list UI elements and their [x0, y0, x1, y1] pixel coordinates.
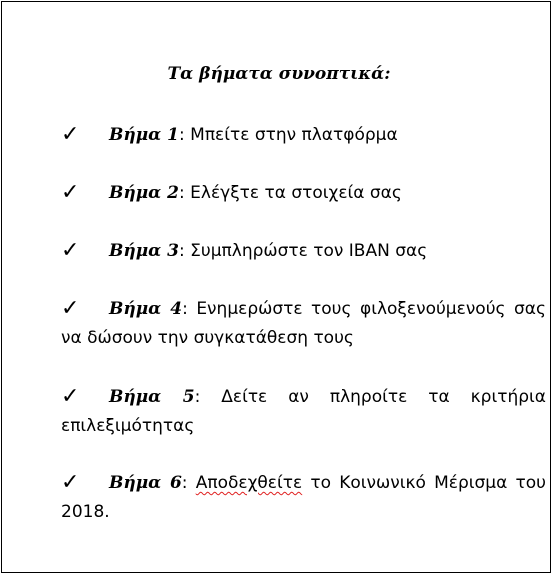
step-2-separator: : [179, 183, 191, 203]
step-3-separator: : [179, 241, 191, 261]
step-2-label: Βήμα 2 [109, 183, 180, 203]
step-6-misspelled-word: Αποδεχθείτε [195, 473, 303, 493]
step-4-text: Ενημερώστε τους φιλοξενούμενούς σας να δώσουν την συγκατάθεση τους [61, 299, 546, 348]
check-icon: ✓ [61, 296, 80, 321]
step-1-separator: : [179, 125, 191, 145]
step-5-label: Βήμα 5 [109, 387, 195, 407]
step-6 [61, 468, 546, 527]
step-4-separator: : [182, 299, 197, 319]
step-5-separator: : [194, 387, 222, 407]
check-icon: ✓ [61, 384, 80, 409]
step-2-text: Ελέγξτε τα στοιχεία σας [190, 183, 402, 203]
step-5-text: Δείτε αν πληροίτε τα κριτήρια επιλεξιμότητας [61, 387, 546, 436]
step-6-label: Βήμα 6 [109, 473, 182, 493]
page-title: Τα βήματα συνοπτικά: [167, 64, 391, 84]
check-icon: ✓ [61, 122, 80, 147]
step-1 [61, 120, 546, 150]
check-icon: ✓ [61, 180, 80, 205]
step-3-text: Συμπληρώστε τον IBAN σας [190, 241, 428, 261]
step-3 [61, 236, 546, 266]
step-1-label: Βήμα 1 [109, 125, 180, 145]
step-2 [61, 178, 546, 208]
step-6-text: το Κοινωνικό Μέρισμα του 2018. [61, 473, 546, 522]
check-icon: ✓ [61, 470, 80, 495]
step-6-separator: : [181, 473, 196, 493]
step-5 [61, 382, 546, 441]
step-4 [61, 294, 546, 353]
check-icon: ✓ [61, 238, 80, 263]
step-3-label: Βήμα 3 [109, 241, 180, 261]
document-frame [1, 1, 551, 573]
step-4-label: Βήμα 4 [109, 299, 183, 319]
step-1-text: Μπείτε στην πλατφόρμα [190, 125, 398, 145]
